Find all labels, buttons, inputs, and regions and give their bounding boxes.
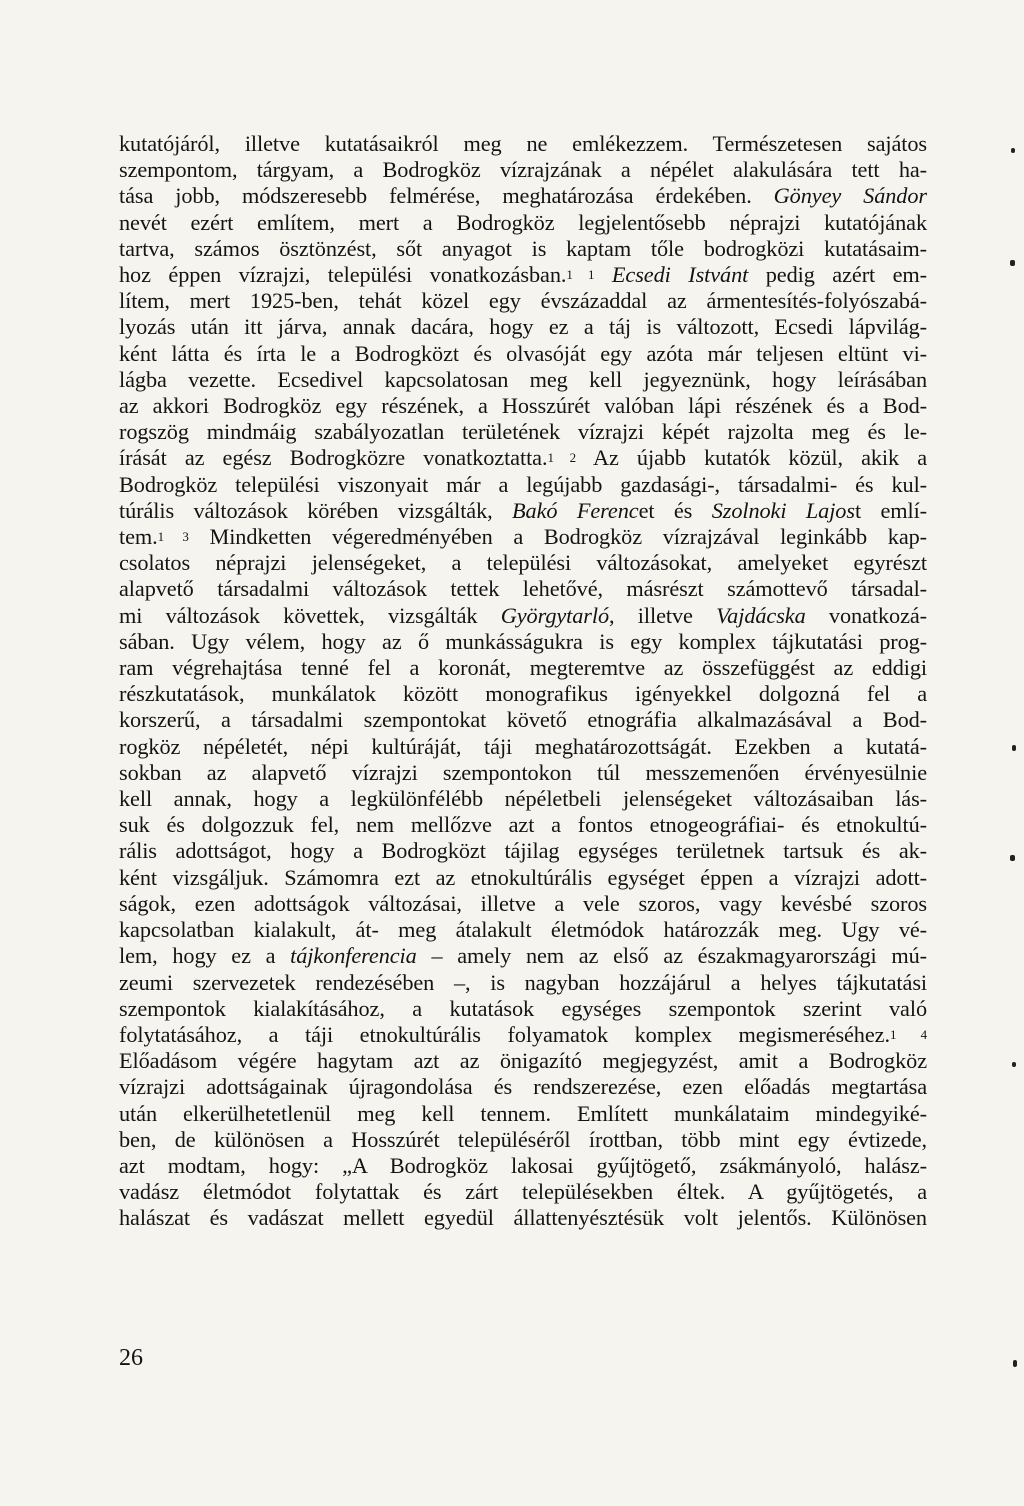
text-line xyxy=(119,393,927,419)
text-segment: Mindketten végeredményében a Bodrogköz vízrajzával leginkább kap- xyxy=(188,524,927,550)
page-number: 26 xyxy=(119,1345,143,1371)
text-segment: lem, hogy ez a xyxy=(119,943,291,969)
text-line xyxy=(119,603,927,629)
text-line xyxy=(119,943,927,969)
text-line xyxy=(119,131,927,157)
text-segment: tartva, számos ösztönzést, sőt anyagot is kaptam tőle bodrogközi kutatásaim- xyxy=(119,235,927,261)
scan-speck xyxy=(1010,855,1015,861)
text-line xyxy=(119,1153,927,1179)
text-segment: az akkori Bodrogköz egy részének, a Hosszúrét valóban lápi részének és a Bod- xyxy=(119,393,927,419)
text-segment: Az újabb kutatók közül, akik a xyxy=(576,445,928,471)
text-segment: után elkerülhetetlenül meg kell tennem. Említett munkálataim mindegyiké- xyxy=(119,1100,927,1126)
text-segment: vonatkozá- xyxy=(805,602,927,628)
text-line xyxy=(119,629,927,655)
text-segment: ként látta és írta le a Bodrogközt és olvasóját egy azóta már teljesen eltünt vi- xyxy=(119,340,927,366)
text-line xyxy=(119,419,927,445)
text-segment: írását az egész Bodrogközre vonatkoztatta. xyxy=(119,445,548,471)
text-line xyxy=(119,786,927,812)
text-segment: rogköz népéletét, népi kultúráját, táji meghatározottságát. Ezekben a kutatá- xyxy=(119,733,927,759)
footnote-ref: 1 2 xyxy=(547,450,577,466)
text-line xyxy=(119,812,927,838)
text-line xyxy=(119,236,927,262)
text-line xyxy=(119,341,927,367)
text-segment: folytatásához, a táji etnokultúrális folyamatok komplex megismeréséhez. xyxy=(119,1021,890,1047)
text-line xyxy=(119,576,927,602)
scan-speck xyxy=(1012,745,1016,751)
text-segment xyxy=(594,262,612,287)
footnote-ref: 1 4 xyxy=(889,1026,927,1042)
italic-name: Szolnoki Lajos xyxy=(711,497,855,523)
text-segment: alapvető társadalmi változások tettek lehetővé, másrészt számottevő társadal- xyxy=(119,576,927,602)
text-segment: ként vizsgáljuk. Számomra ezt az etnokultúrális egységet éppen a vízrajzi adott- xyxy=(119,864,927,890)
text-segment: hoz éppen vízrajzi, települési vonatkozásban. xyxy=(119,262,567,288)
text-segment: lágba vezette. Ecsedivel kapcsolatosan meg kell jegyeznünk, hogy leírásában xyxy=(119,366,927,392)
scan-speck xyxy=(1012,1062,1016,1067)
text-line xyxy=(119,707,927,733)
italic-name: Gönyey Sándor xyxy=(773,183,927,209)
text-line xyxy=(119,865,927,891)
text-segment: részkutatások, munkálatok között monografikus igényekkel dolgozná fel a xyxy=(119,681,927,707)
text-segment: lyozás után itt járva, annak dacára, hogy ez a táj is változott, Ecsedi lápvilág- xyxy=(119,314,927,340)
text-segment: szempontok kialakításához, a kutatások egységes szempontok szerint való xyxy=(119,995,927,1021)
italic-name: Bakó Ferenc xyxy=(512,497,639,523)
text-line xyxy=(119,681,927,707)
text-segment: csolatos néprajzi jelenségeket, a települési változásokat, amelyeket egyrészt xyxy=(119,550,927,576)
text-segment: – amely nem az első az északmagyarországi mú- xyxy=(416,943,927,969)
text-line xyxy=(119,262,927,288)
text-line xyxy=(119,1205,927,1231)
scan-speck xyxy=(1011,148,1015,153)
italic-name: Ecsedi Istvánt xyxy=(611,262,749,288)
text-line xyxy=(119,1101,927,1127)
scan-speck xyxy=(1013,1360,1017,1367)
text-line xyxy=(119,1127,927,1153)
text-segment: vadász életmódot folytattak és zárt településekben éltek. A gyűjtögetés, a xyxy=(119,1179,927,1205)
text-line xyxy=(119,655,927,681)
text-line xyxy=(119,760,927,786)
text-segment: kell annak, hogy a legkülönfélébb népéletbeli jelenségeket változásaiban lás- xyxy=(119,786,927,812)
text-line xyxy=(119,288,927,314)
text-line xyxy=(119,367,927,393)
text-segment: rogszög mindmáig szabályozatlan területének vízrajzi képét rajzolta meg és le- xyxy=(119,419,927,445)
text-line xyxy=(119,1048,927,1074)
text-line xyxy=(119,472,927,498)
text-segment: Előadásom végére hagytam azt az önigazító megjegyzést, amit a Bodrogköz xyxy=(119,1048,927,1074)
text-line xyxy=(119,891,927,917)
text-segment: tása jobb, módszeresebb felmérése, meghatározása érdekében. xyxy=(119,183,774,209)
text-line xyxy=(119,210,927,236)
text-line xyxy=(119,314,927,340)
text-segment: korszerű, a társadalmi szempontokat követő etnográfia alkalmazásával a Bod- xyxy=(119,707,927,733)
text-line xyxy=(119,1074,927,1100)
text-segment: suk és dolgozzuk fel, nem mellőzve azt a fontos etnogeográfiai- és etnokultú- xyxy=(119,812,927,838)
italic-name: Vajdácska xyxy=(716,602,806,628)
text-segment: azt modtam, hogy: „A Bodrogköz lakosai gyűjtögető, zsákmányoló, halász- xyxy=(119,1152,927,1178)
text-segment: , illetve xyxy=(609,602,717,628)
text-line xyxy=(119,838,927,864)
text-line xyxy=(119,524,927,550)
italic-name: tájkonferencia xyxy=(290,943,417,969)
text-segment: sában. Ugy vélem, hogy az ő munkásságukra is egy komplex tájkutatási prog- xyxy=(119,628,927,654)
text-segment: tem. xyxy=(119,524,158,550)
text-segment: mi változások követtek, vizsgálták xyxy=(119,602,501,628)
text-segment: lítem, mert 1925-ben, tehát közel egy évszázaddal az ármentesítés-folyószabá- xyxy=(119,288,927,314)
text-segment: szempontom, tárgyam, a Bodrogköz vízrajzának a népélet alakulására tett ha- xyxy=(119,157,927,183)
footnote-ref: 1 3 xyxy=(157,529,189,545)
text-line xyxy=(119,1022,927,1048)
text-segment: ben, de különösen a Hosszúrét településéről írottban, több mint egy évtizede, xyxy=(119,1126,927,1152)
footnote-ref: 1 1 xyxy=(566,267,595,283)
text-segment: rális adottságot, hogy a Bodrogközt tájilag egységes területnek tartsuk és ak- xyxy=(119,838,927,864)
text-line xyxy=(119,183,927,209)
text-segment: túrális változások körében vizsgálták, xyxy=(119,497,513,523)
text-line xyxy=(119,734,927,760)
text-line xyxy=(119,917,927,943)
scan-speck xyxy=(1010,260,1015,266)
italic-name: Györgytarló xyxy=(500,602,610,628)
text-segment: halászat és vadászat mellett egyedül állattenyésztésük volt jelentős. Különösen xyxy=(119,1205,927,1231)
text-line xyxy=(119,445,927,471)
text-line xyxy=(119,498,927,524)
body-text xyxy=(119,131,927,1232)
text-segment: nevét ezért említem, mert a Bodrogköz legjelentősebb néprajzi kutatójának xyxy=(119,209,927,235)
text-segment: sokban az alapvető vízrajzi szempontokon túl messzemenően érvényesülnie xyxy=(119,759,927,785)
text-segment: t emlí- xyxy=(854,497,928,523)
text-segment: zeumi szervezetek rendezésében –, is nagyban hozzájárul a helyes tájkutatási xyxy=(119,969,927,995)
text-segment: vízrajzi adottságainak újragondolása és rendszerezése, ezen előadás megtartása xyxy=(119,1074,927,1100)
text-segment: kapcsolatban kialakult, át- meg átalakult életmódok határozzák meg. Ugy vé- xyxy=(119,917,927,943)
text-line xyxy=(119,1179,927,1205)
text-segment: ságok, ezen adottságok változásai, illetve a vele szoros, vagy kevésbé szoros xyxy=(119,890,927,916)
text-segment: ram végrehajtása tenné fel a koronát, megteremtve az összefüggést az eddigi xyxy=(119,655,927,681)
text-segment: et és xyxy=(638,497,712,523)
text-segment: Bodrogköz települési viszonyait már a legújabb gazdasági-, társadalmi- és kul- xyxy=(119,471,927,497)
text-line xyxy=(119,996,927,1022)
text-segment: kutatójáról, illetve kutatásaikról meg ne emlékezzem. Természetesen sajátos xyxy=(119,131,927,156)
text-segment: pedig azért em- xyxy=(748,262,928,288)
text-line xyxy=(119,550,927,576)
text-line xyxy=(119,157,927,183)
text-line xyxy=(119,970,927,996)
